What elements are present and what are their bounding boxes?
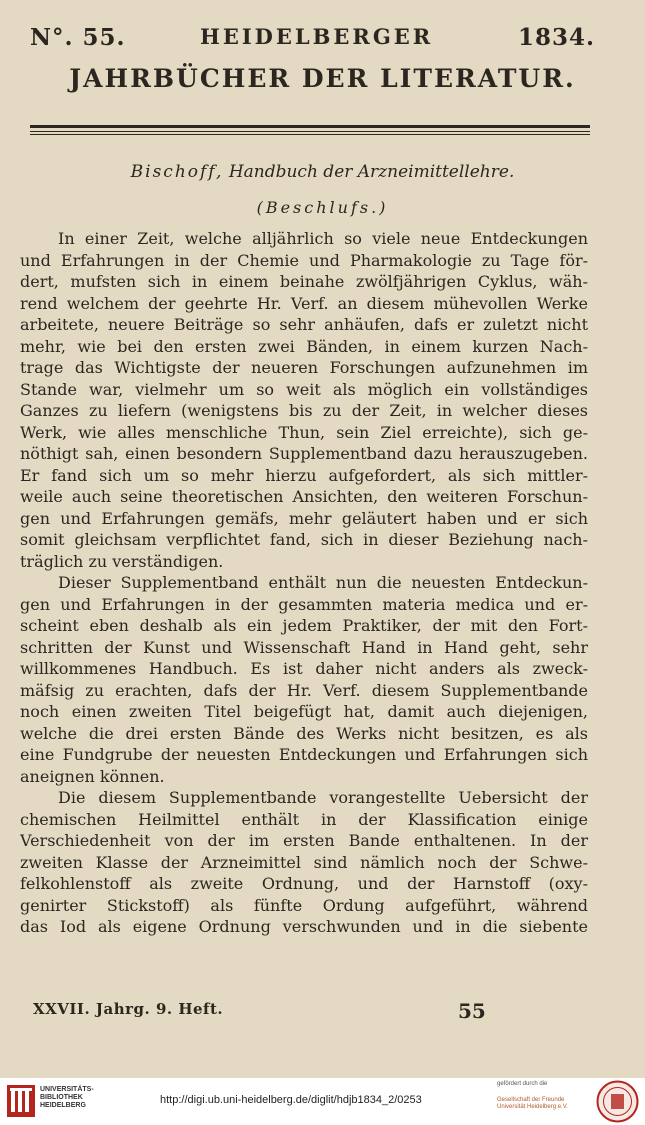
article-author: Bischoff,	[130, 162, 224, 182]
text-line: chemischen Heilmittel enthält in der Klassification einige	[20, 809, 588, 829]
page-number: 55	[458, 999, 486, 1023]
text-line: Verschiedenheit von der im ersten Bande enthaltenen. In der	[20, 831, 588, 850]
header-rule-thin	[30, 131, 590, 132]
continuation-note: (Beschlufs.)	[256, 198, 389, 217]
text-line: Dieser Supplementband enthält nun die neuesten Entdeckun-	[58, 573, 588, 592]
text-line: arbeitete, neuere Beiträge so sehr anhäufen, dafs er zuletzt nicht	[20, 315, 588, 334]
text-line: gen und Erfahrungen in der gesammten materia medica und er-	[20, 594, 588, 614]
header-rule	[30, 125, 590, 128]
header-rule-lower	[30, 134, 590, 135]
text-line: aneignen können.	[20, 766, 165, 786]
issue-number: N°. 55.	[30, 24, 126, 51]
article-title	[0, 162, 645, 182]
text-line: welche die drei ersten Bände des Werks nicht besitzen, es als	[20, 723, 588, 743]
text-line: felkohlenstoff als zweite Ordnung, und der Harnstoff (oxy-	[20, 874, 588, 893]
text-line: das Iod als eigene Ordnung verschwunden und in die siebente	[20, 917, 588, 936]
text-line: mehr, wie bei den ersten zwei Bänden, in einem kurzen Nach-	[20, 336, 588, 356]
funder-name: Gesellschaft der Freunde Universität Heidelberg e.V.	[497, 1097, 568, 1110]
text-line: willkommenes Handbuch. Es ist daher nicht anders als zweck-	[20, 659, 588, 678]
page-footer	[33, 1000, 583, 1024]
text-line: träglich zu verständigen.	[20, 551, 224, 571]
text-line: zweiten Klasse der Arzneimittel sind nämlich noch der Schwe-	[20, 852, 588, 872]
text-line: gen und Erfahrungen gemäfs, mehr geläutert haben und er sich	[20, 508, 588, 528]
signature-mark: XXVII. Jahrg. 9. Heft.	[33, 1000, 224, 1018]
text-line: noch einen zweiten Titel beigefügt hat, damit auch diejenigen,	[20, 702, 588, 721]
text-line: und Erfahrungen in der Chemie und Pharmakologie zu Tage för-	[20, 250, 588, 270]
text-line: In einer Zeit, welche alljährlich so viele neue Entdeckungen	[58, 229, 588, 248]
text-line: genirter Stickstoff) als fünfte Ordung aufgeführt, während	[20, 895, 588, 915]
text-line: scheint eben deshalb als ein jedem Praktiker, der mit den Fort-	[20, 616, 588, 635]
body-text	[20, 228, 588, 938]
digitization-footer	[0, 1078, 645, 1125]
text-line: Die diesem Supplementbande vorangestellte Uebersicht der	[58, 788, 588, 807]
text-line: eine Fundgrube der neuesten Entdeckungen und Erfahrungen sich	[20, 745, 588, 764]
text-line: schritten der Kunst und Wissenschaft Hand in Hand geht, sehr	[20, 637, 588, 657]
text-line: weile auch seine theoretischen Ansichten, den weiteren Forschun-	[20, 487, 588, 506]
text-line: Er fand sich um so mehr hierzu aufgefordert, als sich mittler-	[20, 465, 588, 485]
text-line: trage das Wichtigste der neueren Forschungen aufzunehmen im	[20, 358, 588, 377]
funded-by-label: gefördert durch die	[497, 1081, 548, 1087]
text-line: somit gleichsam verpflichtet fand, sich in dieser Beziehung nach-	[20, 530, 588, 549]
year: 1834.	[517, 24, 595, 51]
funding-note	[497, 1081, 592, 1111]
text-line: nöthigt sah, einen besondern Supplementband dazu herauszugeben.	[20, 444, 588, 463]
text-line: mäfsig zu erachten, dafs der Hr. Verf. diesem Supplementbande	[20, 680, 588, 700]
text-line: dert, mufsten sich in einem beinahe zwölfjährigen Cyklus, wäh-	[20, 272, 588, 291]
permalink-url[interactable]: http://digi.ub.uni-heidelberg.de/diglit/hdjb1834_2/0253	[160, 1094, 422, 1106]
text-line: rend welchem der geehrte Hr. Verf. an diesem mühevollen Werke	[20, 293, 588, 313]
text-line: Stande war, vielmehr um so weit als möglich ein vollständiges	[20, 379, 588, 399]
text-line: Werk, wie alles menschliche Thun, sein Ziel erreichte), sich ge-	[20, 422, 588, 442]
article-book-title: Handbuch der Arzneimittellehre.	[228, 162, 515, 182]
university-seal-icon	[596, 1080, 639, 1123]
journal-name: HEIDELBERGER	[200, 24, 434, 49]
journal-subtitle: JAHRBÜCHER DER LITERATUR.	[69, 64, 576, 93]
text-line: Ganzes zu liefern (wenigstens bis zu der Zeit, in welcher dieses	[20, 401, 588, 420]
library-name: UNIVERSITÄTS- BIBLIOTHEK HEIDELBERG	[40, 1086, 94, 1109]
library-logo-icon	[6, 1084, 36, 1118]
running-header	[30, 24, 595, 54]
